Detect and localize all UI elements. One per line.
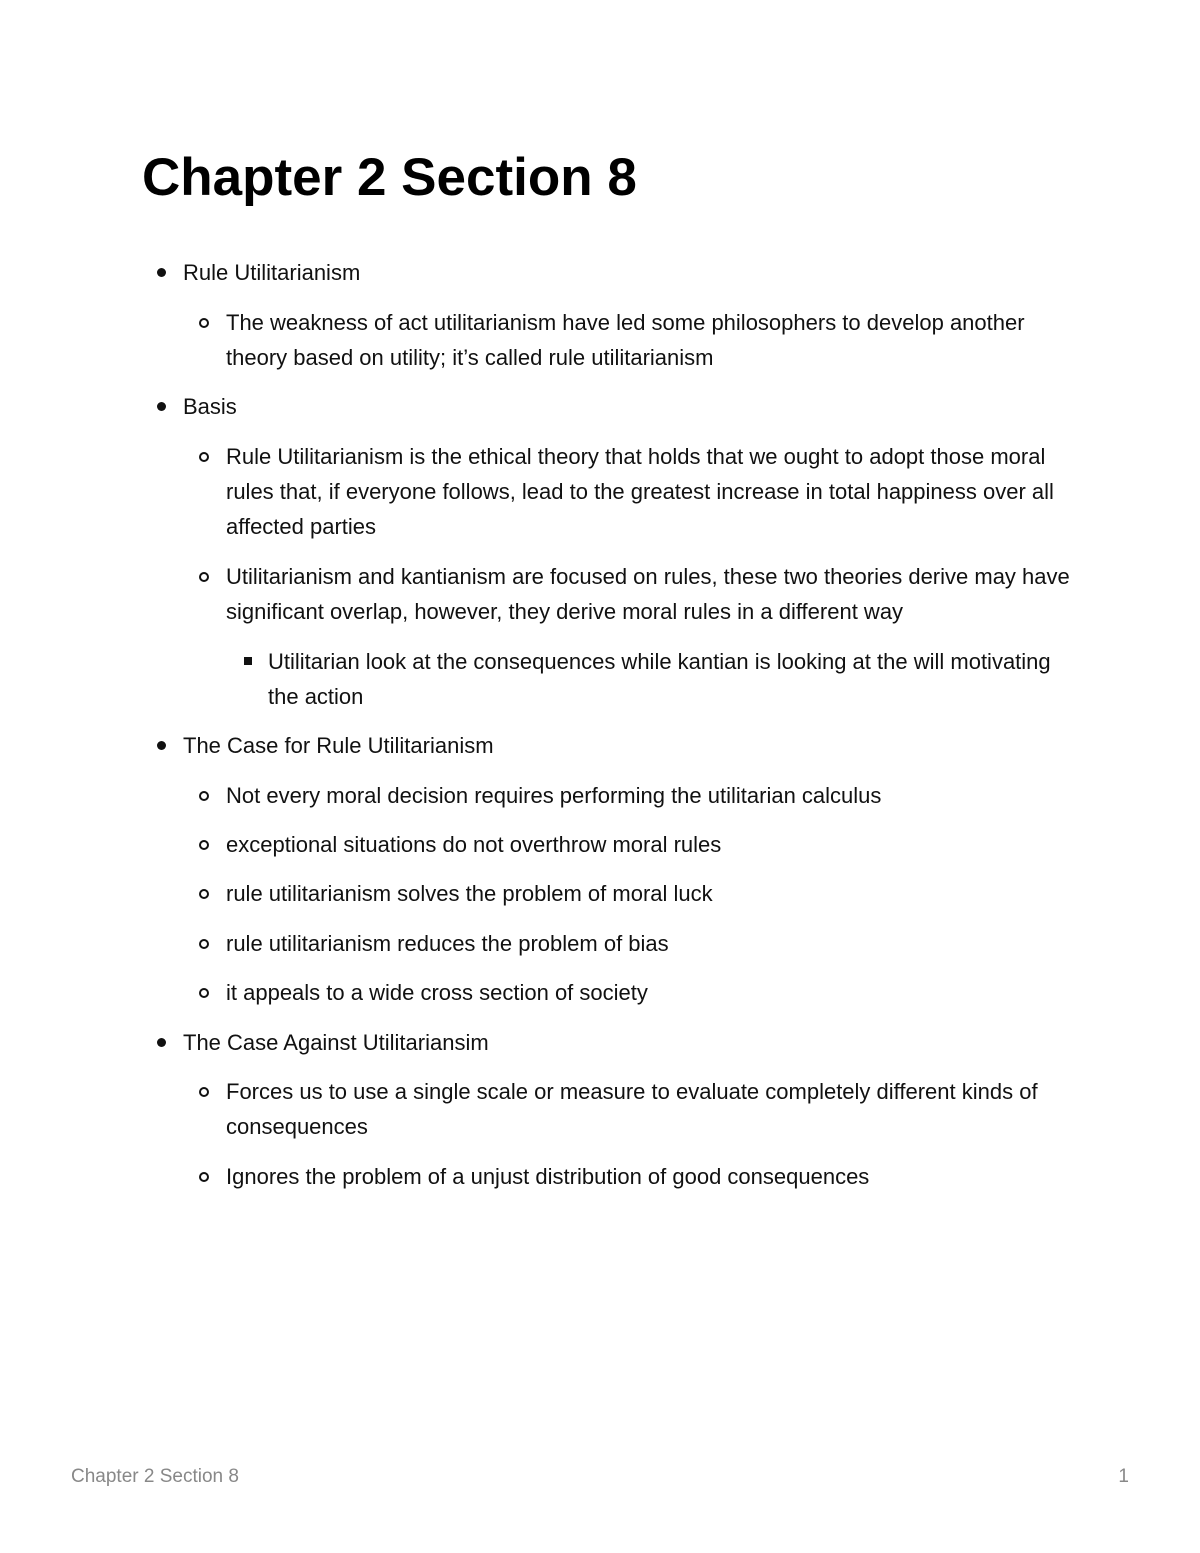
- list-item-text: The Case Against Utilitariansim: [183, 1030, 489, 1055]
- bullet-circle-icon: [199, 318, 209, 328]
- list-item: [183, 255, 1083, 290]
- list-item: [226, 1159, 1076, 1194]
- list-item-text: rule utilitarianism solves the problem of moral luck: [226, 881, 713, 906]
- bullet-circle-icon: [199, 939, 209, 949]
- list-item: [226, 778, 1076, 813]
- list-item-text: Rule Utilitarianism is the ethical theory that holds that we ought to adopt those moral rules that, if everyone follows, lead to the greatest increase in total happiness over all affected parties: [226, 444, 1054, 539]
- list-item-text: Forces us to use a single scale or measure to evaluate completely different kinds of consequences: [226, 1079, 1038, 1139]
- bullet-circle-icon: [199, 452, 209, 462]
- list-item-text: Ignores the problem of a unjust distribution of good consequences: [226, 1164, 870, 1189]
- list-item: [183, 1025, 1083, 1060]
- bullet-circle-icon: [199, 572, 209, 582]
- list-item: [226, 305, 1076, 375]
- bullet-circle-icon: [199, 889, 209, 899]
- list-item-text: Basis: [183, 394, 237, 419]
- footer-page-number: 1: [1118, 1466, 1129, 1487]
- footer-title: Chapter 2 Section 8: [71, 1466, 239, 1487]
- page-title: Chapter 2 Section 8: [142, 148, 637, 207]
- list-item-text: Utilitarian look at the consequences while kantian is looking at the will motivating the action: [268, 649, 1051, 709]
- bullet-circle-icon: [199, 1087, 209, 1097]
- list-item: [183, 389, 1083, 424]
- list-item: [226, 1074, 1076, 1144]
- bullet-circle-icon: [199, 840, 209, 850]
- bullet-disc-icon: [157, 741, 166, 750]
- list-item-text: exceptional situations do not overthrow moral rules: [226, 832, 722, 857]
- list-item-text: The Case for Rule Utilitarianism: [183, 733, 494, 758]
- list-item-text: Rule Utilitarianism: [183, 260, 361, 285]
- list-item-text: it appeals to a wide cross section of society: [226, 980, 648, 1005]
- list-item: [183, 728, 1083, 763]
- list-item: [226, 876, 1076, 911]
- bullet-disc-icon: [157, 268, 166, 277]
- list-item: [226, 926, 1076, 961]
- bullet-disc-icon: [157, 402, 166, 411]
- list-item: [268, 644, 1068, 714]
- list-item-text: Not every moral decision requires performing the utilitarian calculus: [226, 783, 882, 808]
- bullet-circle-icon: [199, 988, 209, 998]
- list-item-text: Utilitarianism and kantianism are focused on rules, these two theories derive may have significant overlap, however, they derive moral rules in a different way: [226, 564, 1070, 624]
- bullet-disc-icon: [157, 1038, 166, 1047]
- bullet-circle-icon: [199, 1172, 209, 1182]
- list-item-text: The weakness of act utilitarianism have led some philosophers to develop another theory based on utility; it’s called rule utilitarianism: [226, 310, 1025, 370]
- list-item: [226, 975, 1076, 1010]
- list-item: [226, 439, 1076, 544]
- list-item: [226, 827, 1076, 862]
- bullet-circle-icon: [199, 791, 209, 801]
- list-item: [226, 559, 1076, 629]
- list-item-text: rule utilitarianism reduces the problem of bias: [226, 931, 669, 956]
- bullet-square-icon: [244, 657, 252, 665]
